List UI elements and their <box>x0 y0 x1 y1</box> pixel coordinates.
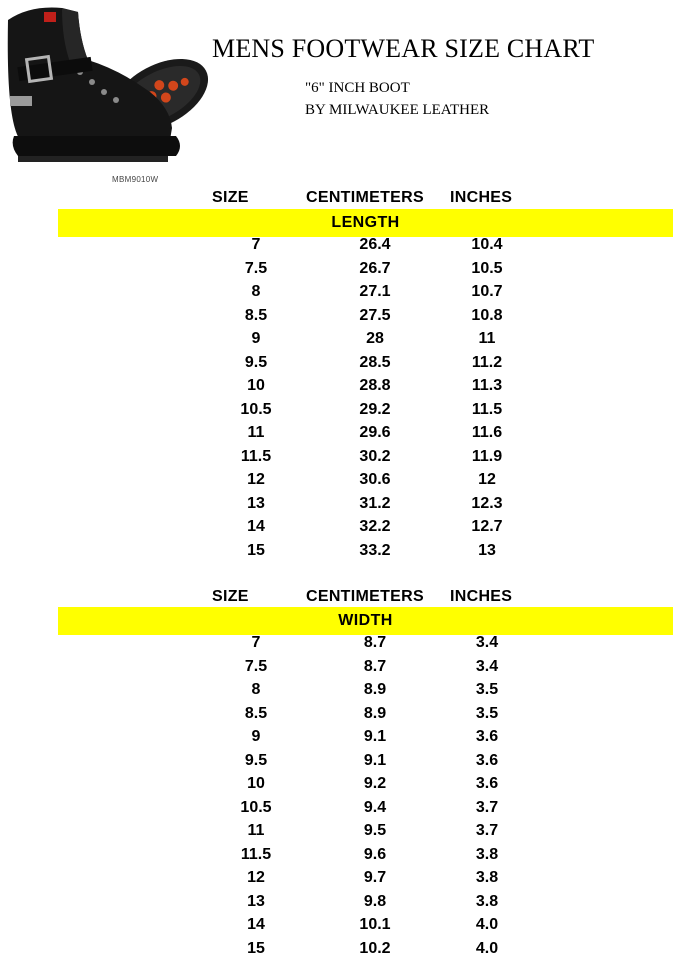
size-cell: 12 <box>226 471 286 489</box>
centimeters-cell: 30.6 <box>340 471 410 489</box>
centimeters-cell: 31.2 <box>340 495 410 513</box>
size-cell: 11 <box>226 424 286 442</box>
table-row <box>0 306 675 330</box>
table-row <box>0 633 675 657</box>
length-column-headers <box>0 189 675 209</box>
size-cell: 9 <box>226 728 286 746</box>
inches-cell: 11.2 <box>452 354 522 372</box>
column-header-inches: INCHES <box>450 189 512 207</box>
table-row <box>0 470 675 494</box>
table-row <box>0 821 675 845</box>
size-cell: 14 <box>226 916 286 934</box>
size-cell: 8.5 <box>226 307 286 325</box>
page-title: MENS FOOTWEAR SIZE CHART <box>212 34 594 64</box>
centimeters-cell: 28 <box>340 330 410 348</box>
centimeters-cell: 27.5 <box>340 307 410 325</box>
centimeters-cell: 28.8 <box>340 377 410 395</box>
size-cell: 14 <box>226 518 286 536</box>
centimeters-cell: 8.9 <box>340 681 410 699</box>
table-row <box>0 282 675 306</box>
column-header-centimeters: CENTIMETERS <box>306 189 424 207</box>
width-section-band: WIDTH <box>58 607 673 635</box>
inches-cell: 3.8 <box>452 869 522 887</box>
centimeters-cell: 26.4 <box>340 236 410 254</box>
inches-cell: 3.7 <box>452 799 522 817</box>
inches-cell: 11.5 <box>452 401 522 419</box>
centimeters-cell: 8.9 <box>340 705 410 723</box>
centimeters-cell: 9.6 <box>340 846 410 864</box>
subtitle-brand: BY MILWAUKEE LEATHER <box>305 102 489 119</box>
inches-cell: 3.5 <box>452 681 522 699</box>
centimeters-cell: 32.2 <box>340 518 410 536</box>
centimeters-cell: 28.5 <box>340 354 410 372</box>
inches-cell: 10.8 <box>452 307 522 325</box>
centimeters-cell: 9.2 <box>340 775 410 793</box>
table-row <box>0 400 675 424</box>
size-cell: 7.5 <box>226 260 286 278</box>
table-row <box>0 751 675 775</box>
size-cell: 10 <box>226 377 286 395</box>
centimeters-cell: 9.7 <box>340 869 410 887</box>
length-section-band: LENGTH <box>58 209 673 237</box>
table-row <box>0 845 675 869</box>
inches-cell: 3.5 <box>452 705 522 723</box>
size-cell: 8.5 <box>226 705 286 723</box>
inches-cell: 3.8 <box>452 893 522 911</box>
table-row <box>0 774 675 798</box>
inches-cell: 4.0 <box>452 916 522 934</box>
boot-product-image <box>0 0 214 175</box>
table-row <box>0 353 675 377</box>
inches-cell: 12 <box>452 471 522 489</box>
size-cell: 11.5 <box>226 448 286 466</box>
product-model-code: MBM9010W <box>112 175 158 184</box>
table-row <box>0 259 675 283</box>
table-row <box>0 541 675 565</box>
centimeters-cell: 9.4 <box>340 799 410 817</box>
size-cell: 11 <box>226 822 286 840</box>
centimeters-cell: 9.5 <box>340 822 410 840</box>
size-cell: 7.5 <box>226 658 286 676</box>
size-cell: 8 <box>226 283 286 301</box>
size-cell: 13 <box>226 495 286 513</box>
size-cell: 12 <box>226 869 286 887</box>
column-header-size: SIZE <box>212 189 249 207</box>
size-cell: 10 <box>226 775 286 793</box>
inches-cell: 11.3 <box>452 377 522 395</box>
size-cell: 10.5 <box>226 401 286 419</box>
centimeters-cell: 29.2 <box>340 401 410 419</box>
table-row <box>0 494 675 518</box>
width-column-headers <box>0 588 675 608</box>
length-rows <box>0 235 675 564</box>
size-cell: 8 <box>226 681 286 699</box>
inches-cell: 3.6 <box>452 752 522 770</box>
inches-cell: 3.6 <box>452 775 522 793</box>
column-header-size: SIZE <box>212 588 249 606</box>
subtitle-boot-type: "6" INCH BOOT <box>305 80 410 97</box>
size-cell: 9.5 <box>226 752 286 770</box>
table-row <box>0 680 675 704</box>
inches-cell: 10.7 <box>452 283 522 301</box>
inches-cell: 3.7 <box>452 822 522 840</box>
inches-cell: 12.3 <box>452 495 522 513</box>
table-row <box>0 517 675 541</box>
table-row <box>0 939 675 962</box>
table-row <box>0 329 675 353</box>
table-row <box>0 915 675 939</box>
centimeters-cell: 10.1 <box>340 916 410 934</box>
size-cell: 11.5 <box>226 846 286 864</box>
size-cell: 7 <box>226 634 286 652</box>
inches-cell: 11.9 <box>452 448 522 466</box>
centimeters-cell: 8.7 <box>340 634 410 652</box>
centimeters-cell: 30.2 <box>340 448 410 466</box>
centimeters-cell: 26.7 <box>340 260 410 278</box>
table-row <box>0 704 675 728</box>
centimeters-cell: 9.1 <box>340 728 410 746</box>
centimeters-cell: 10.2 <box>340 940 410 958</box>
inches-cell: 3.4 <box>452 658 522 676</box>
size-cell: 13 <box>226 893 286 911</box>
inches-cell: 12.7 <box>452 518 522 536</box>
table-row <box>0 235 675 259</box>
inches-cell: 11.6 <box>452 424 522 442</box>
centimeters-cell: 29.6 <box>340 424 410 442</box>
inches-cell: 3.4 <box>452 634 522 652</box>
inches-cell: 11 <box>452 330 522 348</box>
inches-cell: 4.0 <box>452 940 522 958</box>
centimeters-cell: 33.2 <box>340 542 410 560</box>
table-row <box>0 727 675 751</box>
inches-cell: 10.4 <box>452 236 522 254</box>
inches-cell: 10.5 <box>452 260 522 278</box>
inches-cell: 13 <box>452 542 522 560</box>
table-row <box>0 447 675 471</box>
table-row <box>0 376 675 400</box>
centimeters-cell: 27.1 <box>340 283 410 301</box>
size-cell: 9 <box>226 330 286 348</box>
size-cell: 9.5 <box>226 354 286 372</box>
centimeters-cell: 9.8 <box>340 893 410 911</box>
table-row <box>0 892 675 916</box>
table-row <box>0 798 675 822</box>
width-rows <box>0 633 675 962</box>
table-row <box>0 868 675 892</box>
size-cell: 15 <box>226 940 286 958</box>
column-header-centimeters: CENTIMETERS <box>306 588 424 606</box>
table-row <box>0 657 675 681</box>
centimeters-cell: 8.7 <box>340 658 410 676</box>
inches-cell: 3.8 <box>452 846 522 864</box>
centimeters-cell: 9.1 <box>340 752 410 770</box>
table-row <box>0 423 675 447</box>
size-cell: 10.5 <box>226 799 286 817</box>
inches-cell: 3.6 <box>452 728 522 746</box>
size-cell: 7 <box>226 236 286 254</box>
column-header-inches: INCHES <box>450 588 512 606</box>
size-cell: 15 <box>226 542 286 560</box>
